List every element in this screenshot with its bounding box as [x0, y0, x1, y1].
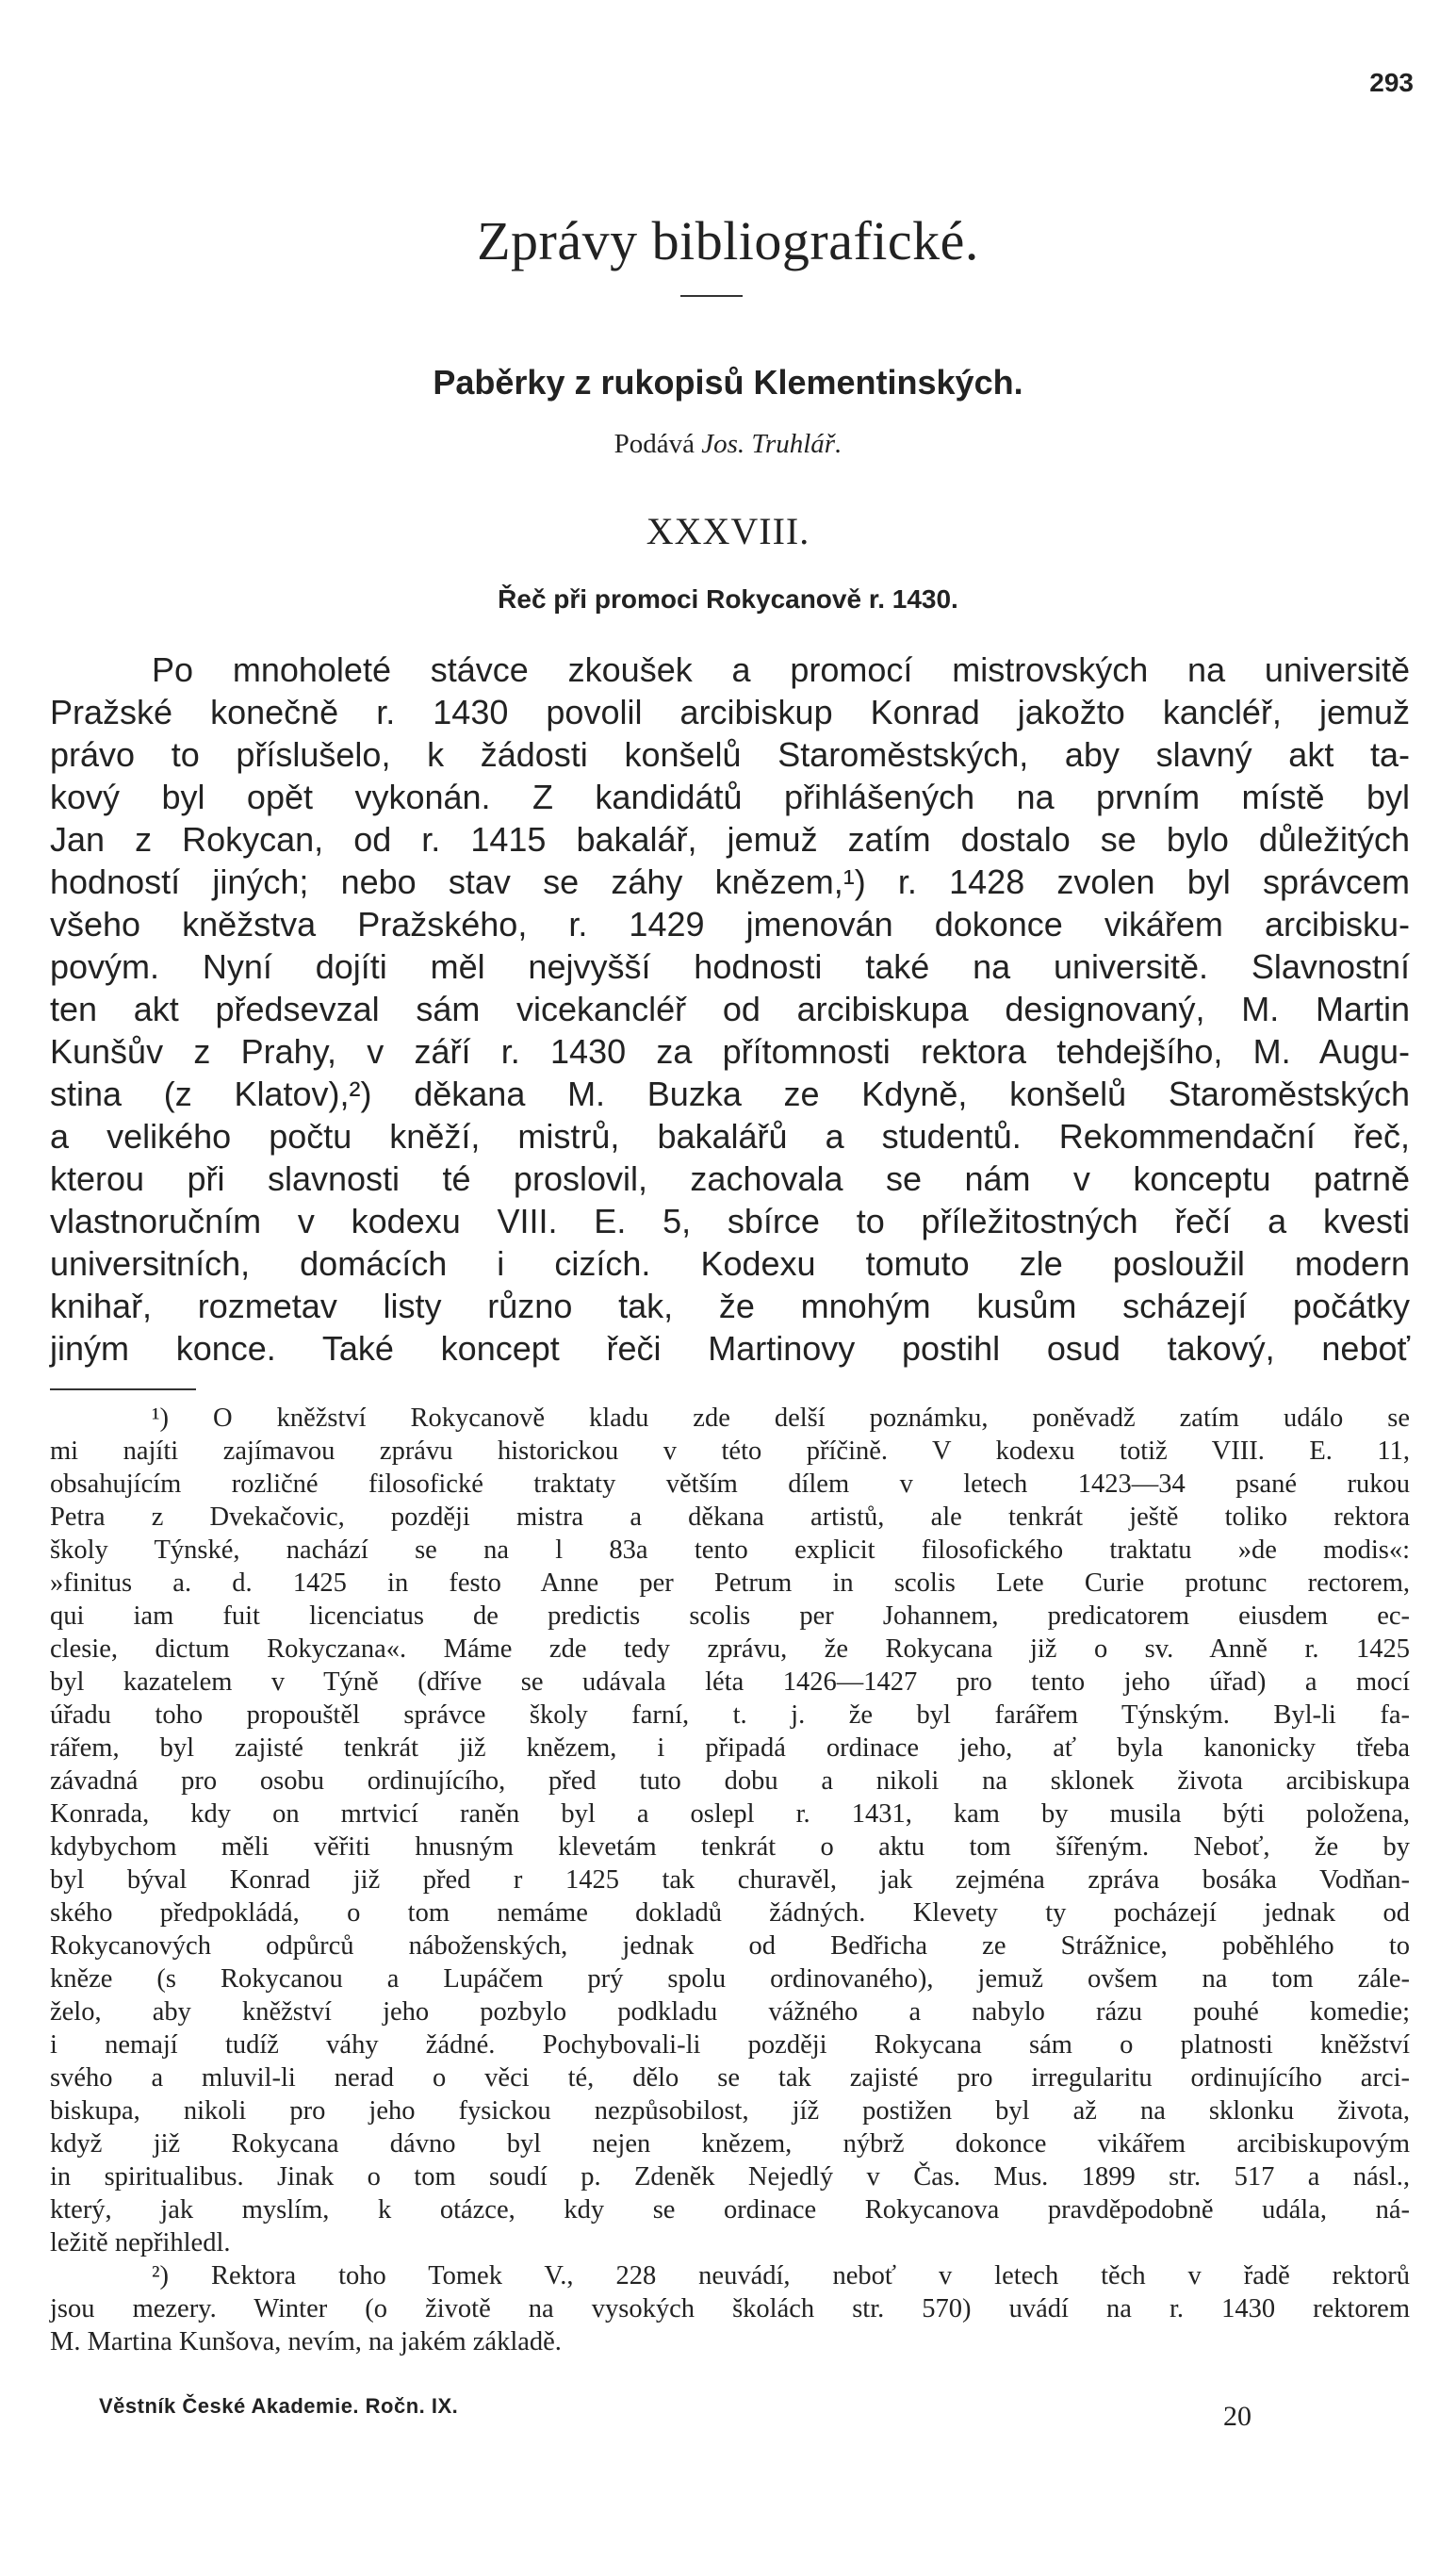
body-line: ten akt předsevzal sám vicekancléř od arcibiskupa designovaný, M. Martin	[50, 990, 1410, 1028]
footnote-line: ského předpokládá, o tom nemáme dokladů žádných. Klevety ty pocházejí jednak od	[50, 1898, 1410, 1928]
footnote-line: Konrada, kdy on mrtvicí raněn byl a oslepl r. 1431, kam by musila býti položena,	[50, 1799, 1410, 1829]
footnote-line: Petra z Dvekačovic, později mistra a děkana artistů, ale tenkrát ještě toliko rektora	[50, 1502, 1410, 1532]
body-line: povým. Nyní dojíti měl nejvyšší hodnosti také na universitě. Slavnostní	[50, 947, 1410, 986]
footnote-line: i nemají tudíž váhy žádné. Pochybovali-li později Rokycana sám o platnosti kněžství	[50, 2030, 1410, 2060]
body-line: Kunšův z Prahy, v září r. 1430 za přítomnosti rektora tehdejšího, M. Augu-	[50, 1032, 1410, 1071]
item-title: Řeč při promoci Rokycanově r. 1430.	[498, 584, 958, 614]
body-line: vlastnoručním v kodexu VIII. E. 5, sbírce to příležitostných řečí a kvesti	[50, 1202, 1410, 1240]
body-line: universitních, domácích i cizích. Kodexu tomuto zle posloužil modern	[50, 1244, 1410, 1283]
footnote-line: kněze (s Rokycanou a Lupáčem prý spolu ordinovaného), jemuž ovšem na tom zále-	[50, 1964, 1410, 1994]
footnote-line: závadná pro osobu ordinujícího, před tuto dobu a nikoli na sklonek života arcibiskupa	[50, 1766, 1410, 1796]
body-line: jiným konce. Také koncept řeči Martinovy postihl osud takový, neboť	[50, 1329, 1410, 1368]
body-line: stina (z Klatov),²) děkana M. Buzka ze Kdyně, konšelů Staroměstských	[50, 1075, 1410, 1113]
footnote-line: byl kazatelem v Týně (dříve se udávala léta 1426—1427 pro tento jeho úřad) a mocí	[50, 1667, 1410, 1697]
footnote-line: ²) Rektora toho Tomek V., 228 neuvádí, neboť v letech těch v řadě rektorů	[152, 2261, 1410, 2290]
footnote-line: když již Rokycana dávno byl nejen knězem, nýbrž dokonce vikářem arcibiskupovým	[50, 2129, 1410, 2159]
footnote-line: svého a mluvil-li nerad o věci té, dělo se tak zajisté pro irregularitu ordinujícího arci-	[50, 2063, 1410, 2093]
body-line: hodností jiných; nebo stav se záhy knězem,¹) r. 1428 zvolen byl správcem	[50, 862, 1410, 901]
footnote-line: biskupa, nikoli pro jeho fysickou nezpůsobilost, jíž postižen byl až na sklonku života,	[50, 2096, 1410, 2126]
journal-footer: Věstník České Akademie. Ročn. IX.	[99, 2394, 459, 2418]
sheet-number: 20	[1223, 2401, 1252, 2432]
footnote-line: M. Martina Kunšova, nevím, na jakém základě.	[50, 2327, 562, 2356]
footnote-line: rářem, byl zajisté tenkrát již knězem, i připadá ordinace jeho, ať byla kanonicky třeba	[50, 1733, 1410, 1763]
footnote-line: jsou mezery. Winter (o životě na vysokých školách str. 570) uvádí na r. 1430 rektorem	[50, 2294, 1410, 2323]
footnote-line: želo, aby kněžství jeho pozbylo podkladu vážného a nabylo rázu pouhé komedie;	[50, 1997, 1410, 2027]
body-line: knihař, rozmetav listy různo tak, že mnohým kusům scházejí počátky	[50, 1287, 1410, 1325]
footnote-line: který, jak myslím, k otázce, kdy se ordinace Rokycanova pravděpodobně udála, ná-	[50, 2195, 1410, 2224]
footnote-divider	[50, 1388, 196, 1390]
footnote-line: qui iam fuit licenciatus de predictis scolis per Johannem, predicatorem eiusdem ec-	[50, 1601, 1410, 1631]
footnote-line: ¹) O kněžství Rokycanově kladu zde delší poznámku, poněvadž zatím událo se	[152, 1404, 1410, 1433]
footnote-line: mi najíti zajímavou zprávu historickou v této příčině. V kodexu totiž VIII. E. 11,	[50, 1436, 1410, 1466]
item-number: XXXVIII.	[646, 510, 810, 552]
footnote-line: byl býval Konrad již před r 1425 tak churavěl, jak zejména zpráva bosáka Vodňan-	[50, 1865, 1410, 1895]
footnote-line: školy Týnské, nachází se na l 83a tento explicit filosofického traktatu »de modis«:	[50, 1535, 1410, 1565]
body-line: Pražské konečně r. 1430 povolil arcibiskup Konrad jakožto kancléř, jemuž	[50, 693, 1410, 731]
footnote-line: in spiritualibus. Jinak o tom soudí p. Zdeněk Nejedlý v Čas. Mus. 1899 str. 517 a násl.,	[50, 2162, 1410, 2192]
footnote-line: kdybychom měli věřiti hnusným klevetám tenkrát o aktu tom šířeným. Neboť, že by	[50, 1832, 1410, 1862]
byline-label: Podává	[613, 429, 695, 459]
byline	[0, 429, 1456, 460]
byline-author: Jos. Truhlář.	[701, 429, 843, 459]
footnotes	[50, 1402, 1410, 2358]
title-divider	[680, 295, 743, 297]
body-text	[50, 648, 1410, 1370]
body-line: Jan z Rokycan, od r. 1415 bakalář, jemuž zatím dostalo se bylo důležitých	[50, 820, 1410, 859]
footnote-line: Rokycanových odpůrců náboženských, jednak od Bedřicha ze Strážnice, poběhlého to	[50, 1931, 1410, 1961]
footnote-line: »finitus a. d. 1425 in festo Anne per Petrum in scolis Lete Curie protunc rectorem,	[50, 1568, 1410, 1598]
body-line: právo to příslušelo, k žádosti konšelů Staroměstských, aby slavný akt ta-	[50, 735, 1410, 774]
body-line: kový byl opět vykonán. Z kandidátů přihlášených na prvním místě byl	[50, 778, 1410, 816]
article-title: Paběrky z rukopisů Klementinských.	[433, 363, 1023, 402]
body-line: Po mnoholeté stávce zkoušek a promocí mistrovských na universitě	[152, 650, 1410, 689]
footnote-line: úřadu toho propouštěl správce školy farní, t. j. že byl farářem Týnským. Byl-li fa-	[50, 1700, 1410, 1730]
section-title: Zprávy bibliografické.	[477, 210, 979, 271]
footnote-line: ležitě nepřihledl.	[50, 2228, 231, 2257]
body-line: všeho kněžstva Pražského, r. 1429 jmenován dokonce vikářem arcibisku-	[50, 905, 1410, 944]
footnote-line: obsahujícím rozličné filosofické traktaty větším dílem v letech 1423—34 psané rukou	[50, 1469, 1410, 1499]
page-number: 293	[1369, 68, 1414, 97]
body-line: a velikého počtu kněží, mistrů, bakalářů a studentů. Rekommendační řeč,	[50, 1117, 1410, 1156]
footnote-line: clesie, dictum Rokyczana«. Máme zde tedy zprávu, že Rokycana již o sv. Anně r. 1425	[50, 1634, 1410, 1664]
body-line: kterou při slavnosti té proslovil, zachovala se nám v konceptu patrně	[50, 1159, 1410, 1198]
